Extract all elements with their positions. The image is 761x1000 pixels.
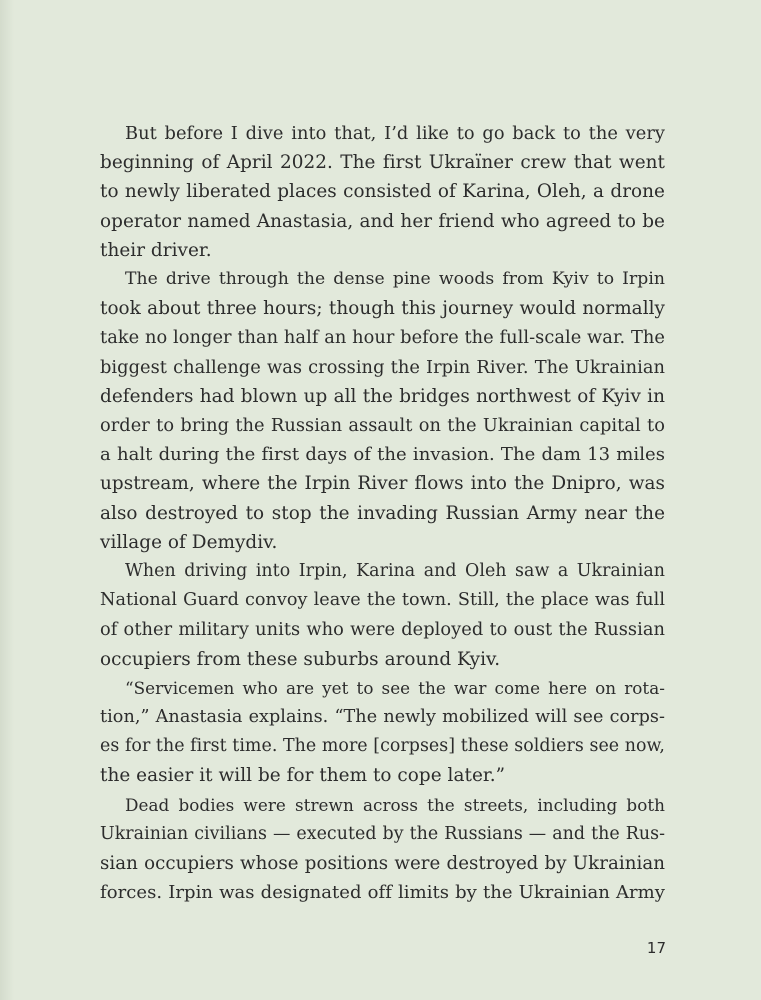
- text-line: Ukrainian civilians — executed by the Russians — and the Rus-: [100, 823, 665, 844]
- text-line: forces. Irpin was designated off limits by the Ukrainian Army: [100, 882, 665, 904]
- text-line: beginning of April 2022. The first Ukraїner crew that went: [100, 152, 665, 174]
- body-text: [100, 119, 665, 907]
- text-line: order to bring the Russian assault on the Ukrainian capital to: [100, 415, 665, 437]
- text-line: sian occupiers whose positions were destroyed by Ukrainian: [100, 853, 665, 875]
- paragraph-3: [100, 557, 665, 674]
- text-line: operator named Anastasia, and her friend who agreed to be: [100, 210, 665, 232]
- text-line: biggest challenge was crossing the Irpin River. The Ukrainian: [100, 356, 665, 378]
- text-line: the easier it will be for them to cope later.”: [100, 765, 506, 787]
- text-line: village of Demydiv.: [100, 531, 278, 553]
- paragraph-2: [100, 265, 665, 557]
- text-line: The drive through the dense pine woods from Kyiv to Irpin: [125, 269, 665, 290]
- paragraph-5: [100, 791, 665, 908]
- text-line: When driving into Irpin, Karina and Oleh saw a Ukrainian: [125, 561, 665, 582]
- text-line: Dead bodies were strewn across the streets, including both: [125, 794, 665, 815]
- text-line: also destroyed to stop the invading Russian Army near the: [100, 502, 665, 524]
- text-line: upstream, where the Irpin River flows into the Dnipro, was: [100, 473, 665, 495]
- page-gutter-shadow: [0, 0, 14, 1000]
- paragraph-4: [100, 674, 665, 791]
- text-line: occupiers from these suburbs around Kyiv.: [100, 648, 501, 670]
- text-line: of other military units who were deployed to oust the Russian: [100, 619, 665, 641]
- text-line: National Guard convoy leave the town. Still, the place was full: [100, 590, 665, 611]
- text-line: their driver.: [100, 239, 212, 261]
- text-line: defenders had blown up all the bridges northwest of Kyiv in: [100, 385, 665, 407]
- text-line: took about three hours; though this journey would normally: [100, 298, 665, 320]
- text-line: “Servicemen who are yet to see the war come here on rota-: [125, 677, 665, 698]
- text-line: to newly liberated places consisted of Karina, Oleh, a drone: [100, 181, 665, 203]
- text-line: take no longer than half an hour before the full-scale war. The: [100, 327, 665, 349]
- page-number: 17: [646, 939, 666, 957]
- paragraph-1: [100, 119, 665, 265]
- text-line: But before I dive into that, I’d like to go back to the very: [125, 123, 665, 144]
- text-line: a halt during the first days of the invasion. The dam 13 miles: [100, 444, 665, 466]
- text-line: tion,” Anastasia explains. “The newly mobilized will see corps-: [100, 707, 665, 728]
- text-line: es for the first time. The more [corpses] these soldiers see now,: [100, 736, 665, 757]
